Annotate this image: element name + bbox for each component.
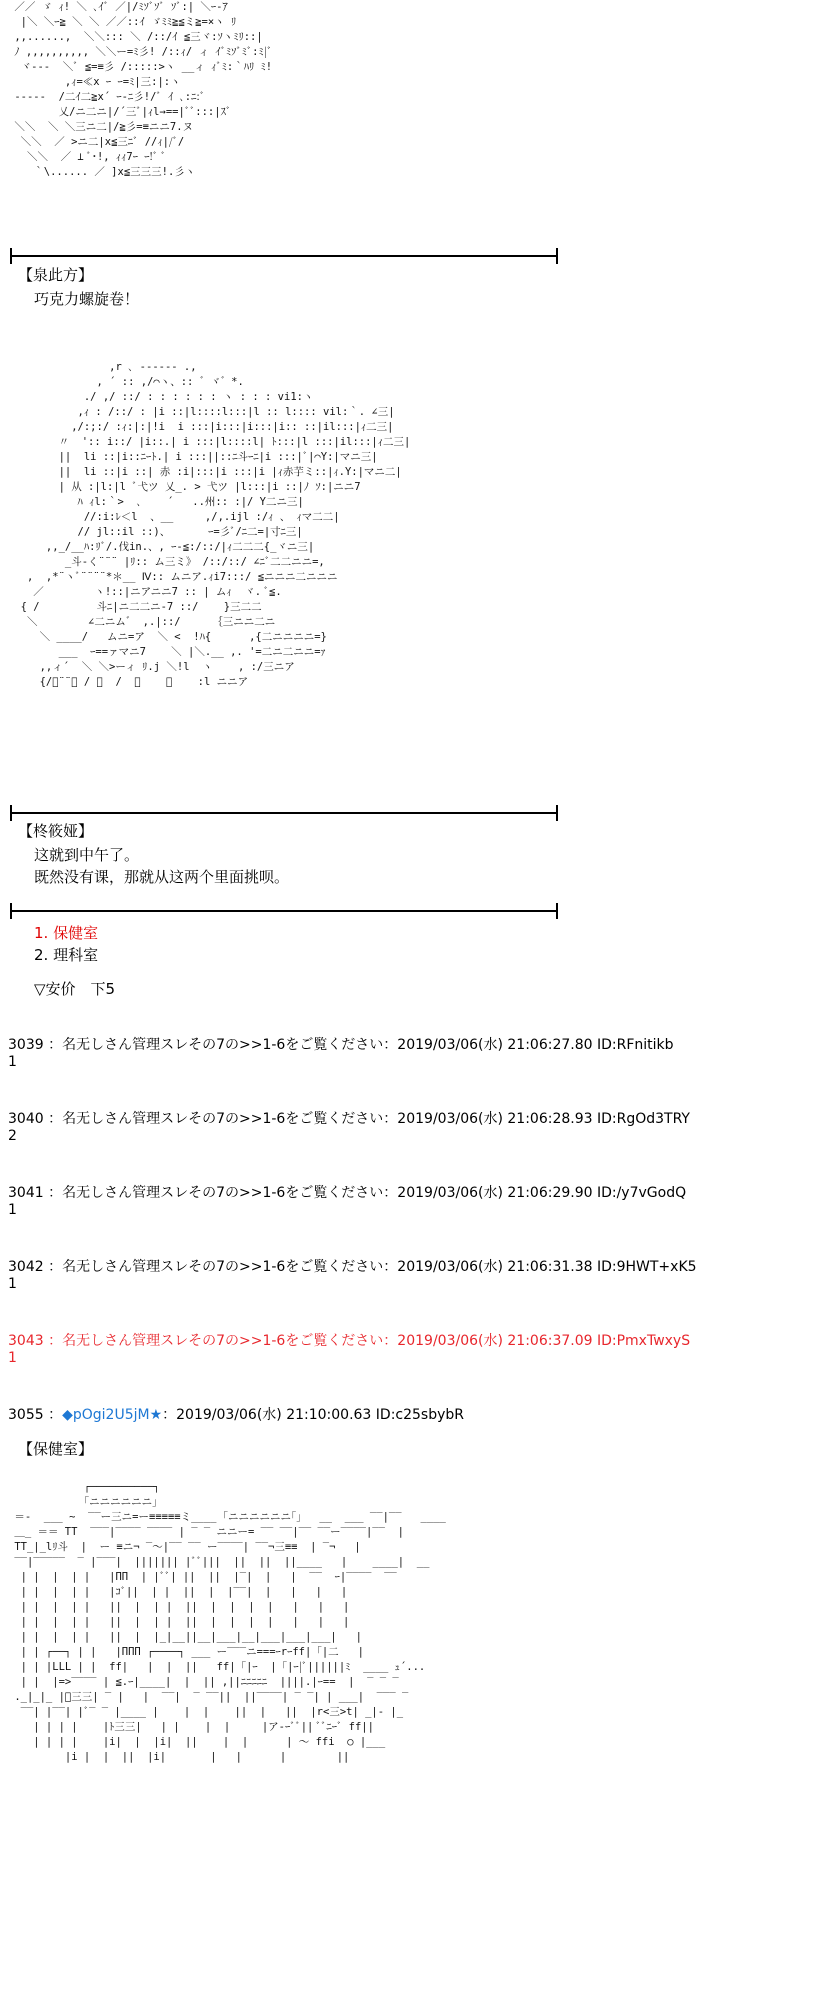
speaker-label: 【泉此方】 (18, 266, 94, 284)
post-header: 3041 ：名无しさん管理スレその7の>>1-6をご覧ください：2019/03/06(水) 21:06:29.90 ID:/y7vGodQ (8, 1185, 687, 1201)
post-header-highlighted: 3043 ：名无しさん管理スレその7の>>1-6をご覧ください：2019/03/06(水) 21:06:37.09 ID:PmxTwxyS (8, 1333, 691, 1349)
post-header: 3040 ：名无しさん管理スレその7の>>1-6をご覧ください：2019/03/06(水) 21:06:28.93 ID:RgOd3TRY (8, 1111, 690, 1127)
divider-3 (10, 910, 558, 912)
author-trip: ◆pOgi2U5jM★ (62, 1407, 163, 1423)
location-label: 【保健室】 (18, 1440, 94, 1458)
post-header: 3042 ：名无しさん管理スレその7の>>1-6をご覧ください：2019/03/06(水) 21:06:31.38 ID:9HWT+xK5 (8, 1259, 697, 1275)
post-number: 3055 ： (8, 1407, 63, 1423)
post-body: 2 (8, 1128, 17, 1144)
ascii-art-scene-top: ／／ ゞ ｨ! ＼ ､ｲﾞ ／|/ﾐｿﾞｿﾞ ｿﾞ:| ＼ｰ-ｱ |＼ ＼ｰ≧ ＼ ＼ ／／::ｲ ゞﾐﾐ≧≦ミ≧=×ヽ ﾘ ,,......, ＼＼::: ＼ /::/ｲ ≦三ヾ:ｿヽﾐﾘ::| ﾉ ,,,,,,,,,, ＼＼ー=ﾐ彡! /::ｨ/ ィ ｲﾞﾐｿﾞﾐﾞ:ﾐ|ﾞ ヾ--- ＼ﾞ ≦=≡彡 /:::::>ヽ __ィ ｨﾞﾐ:｀ﾊﾘ ﾐ! ,ｨ=≪x ｰ ｰ=ﾐ|三:|:ヽ ----- /二ｲ二≧x´ ｰ-ﾆ彡!/ﾞ ｲ ､:ﾆ:ﾞ 乂/ニ二ニ|/´三ﾞ|ｨl→==|ﾞﾞ:::|ｽﾞ ＼＼ ＼ ＼三ニ二|/≧彡=≡ニニ7.ヌ ＼＼ ／ >ニ二|x≦三ﾆﾞ //ｨ|/ﾞ/ ＼＼ ／ ⊥ ﾞ･!, ｨｨ7ｰ ｰ!ﾞ ﾞ ｀\...... ／ ]x≦三三三!.彡ヽ (14, 1, 273, 178)
dialogue-line: 这就到中午了。 (34, 846, 140, 864)
divider-1 (10, 255, 558, 257)
post-body: 1 (8, 1054, 17, 1070)
post-body: 1 (8, 1202, 17, 1218)
post-header: 3039 ：名无しさん管理スレその7の>>1-6をご覧ください：2019/03/06(水) 21:06:27.80 ID:RFnitikb (8, 1037, 674, 1053)
dialogue-line: 既然没有课，那就从这两个里面挑呗。 (34, 868, 290, 886)
choice-option-2: 2. 理科室 (34, 946, 99, 964)
ascii-art-infirmary: ┌──────────┐ ｢ニニニニニニ｣ ＝- ___ ~ ‾‾ー三ニ=ー≡≡≡≡≡ミ____ ｢ニニニニニニ｢」 __ ___ ‾‾|‾‾ ____ ＿_ ＝＝ TT ‾‾‾|‾‾‾‾ ‾‾‾‾ | ‾ ‾ ニニー= ‾‾ ‾‾|‾‾ ‾‾ー‾‾‾‾|‾‾ | TT_|_lﾘ斗 | ー ≡ニ¬ ‾〜|‾‾ ‾‾ ー‾‾‾‾| ‾‾¬三≡≡ | ‾¬ | ‾‾|‾‾‾‾‾ ‾ |‾‾‾| ||||||| |ﾞﾞ||| || || ||____ | ____| __ | | | | | |ΠΠ | |ﾞﾞ| || || |‾| | | ‾‾ ｰ|‾‾‾‾ ‾‾ | | | | | |ｺﾞ|| | | || | |‾‾| | | | | | | | | | || | | | || | | | | | | | | | | | | || | | | || | | | | | | | | | | | | || | |_|__||__|___|__|___|___|___| | | | ┌──┐ | | |ΠΠΠ ┌────┐ ___ ー‾‾‾ニ===ｰrｰff|「|二 | | | |LLL | | ff| | | || ff|「|ｰ |「|ｰ|ﾞ||||||ﾐ ____ ｭ´... | | |=>‾‾‾‾ | ≦.ｰ|____| | || ,||ﾆﾆﾆﾆﾆ ||||.|ｰ== | ‾ ‾ ‾ ._|_|_ |ﾞ三三| ‾ | | ‾‾| ‾ ‾‾|| ||‾‾‾‾| ‾ ‾| | ___| ‾‾‾ ‾ ‾‾| |‾‾| |ﾞ‾ ‾ |____ | | | || | || |r<三>t| _|- |_ | | | | |ﾄ三三| | | | | |ア-ｰﾞﾞ|| ﾞﾞﾆｰﾞ ff|| | | | | |i| | |i| || | | | 〜 ffi ○ |___ |i | | || |i| | | | || (14, 1481, 446, 1763)
dialogue-line: 巧克力螺旋卷！ (34, 290, 140, 308)
post-meta: ：2019/03/06(水) 21:10:00.63 ID:c25sbybR (162, 1407, 464, 1423)
anchor-instruction: ▽安价 下5 (34, 980, 116, 998)
author-post-header (8, 1404, 464, 1424)
speaker-label: 【柊筱娅】 (18, 822, 94, 840)
post-body-highlighted: 1 (8, 1350, 17, 1366)
choice-option-1: 1. 保健室 (34, 924, 99, 942)
ascii-art-character: ,r ､ ------ ., , ´ :: ,/⌒ヽ、:: ゛ヾ゛*. ./ ,/ ::/ : : : : : : ヽ : : : vi1:ヽ ,ｨ : /::/ : |i ::|l::::l:::|l :: l:::: vil:｀. ∠三| ,/:;:/ :ｨ:|:|!i i :::|i:::|i:::|i:: ::|il:::|ｨ二三| 〃 ':: i::/ |i::.| i :::|l::::l| ﾄ:::|l :::|il:::|ｨ二三| || li ::|i::ﾆｰﾄ.| i :::||::ﾆ斗ｰﾆ|i :::|ﾞ|⌒Y:|マニ三| || li ::|i ::| 赤 :i|:::|i :::|i |ｨ赤芋ミ::|ｨ.Y:|マニ二| | 从 :|l:|l ﾞ弋ツ 乂_. > 弋ツ |l:::|i ::|ﾉ ｿ:|ニニ7 ﾊ ｨl:｀> ､ ´ ..州:: :|/ Y二ニ三| //:i:ﾚ＜l 、__ ,/,.ijl :/ｨ 、 ｨマ二二| // jl::il ::)、 ｰ=彡ﾞ/ﾆ二=|寸ﾆ三| ,,_/__ﾊ:ﾘﾞ/.伐in.、, ｰ‐≦:/::/|ｨ二二二{_ヾニ三| _斗-く¨¨¨ |ﾘ:: ム三ミ》 /::/::/ ∠ﾆﾞ二二ニニ=, , ,*¨ヽﾞ¨¨¨¨*＊__ Ⅳ:: ムニア.ｨi7:::/ ≦ニニニ二ニニニ ／ ヽ!::|ニアニニ7 :: | ムｨ ヾ. ﾞ≦. { / 斗ﾆ|ニ二二ニ-7 ::/ }三二二 ＼ ∠二ニム゛ ,.|::/ ｛三ニニ二ニ ＼ ____/ ムニ=ア ＼ < !ﾊ{ ,{二ニニニニ=} ___ ｰ==ァマニ7 ＼ |＼.__ ,. '=二ニ二ニニ=ｧ ,,ィ´ ＼ ＼>ーィ ﾘ.j ＼!l ヽ , :/三ニア {/ﾞ¨¨＼ / ＼ / ＼ ＼ :l ニニア (20, 361, 411, 688)
divider-2 (10, 812, 558, 814)
post-body: 1 (8, 1276, 17, 1292)
